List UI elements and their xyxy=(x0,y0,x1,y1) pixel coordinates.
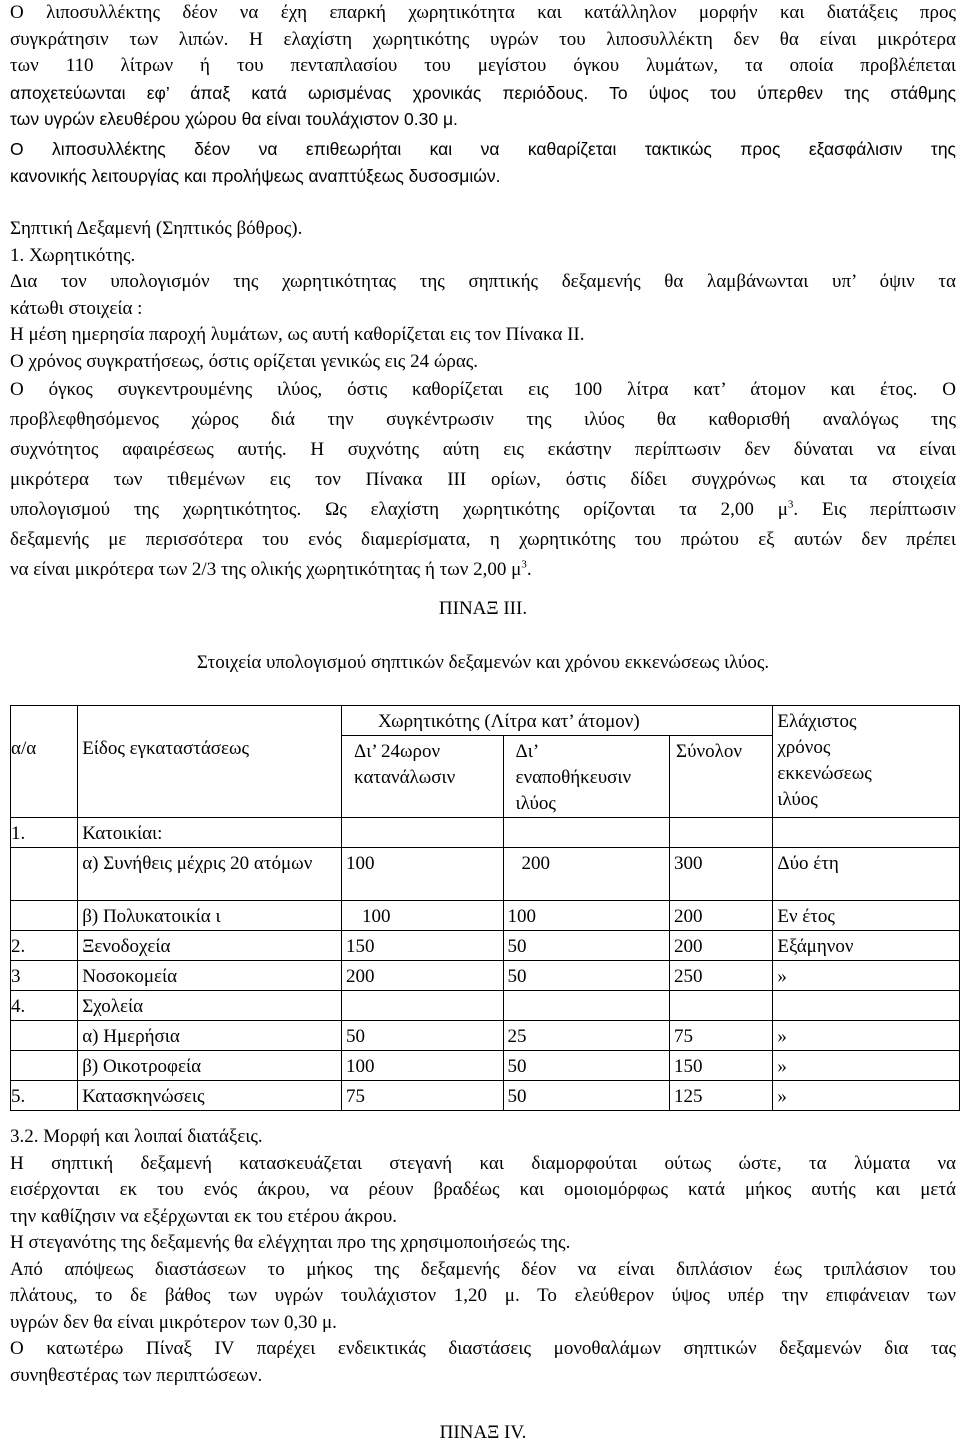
table-cell xyxy=(342,1021,504,1051)
table-cell xyxy=(670,931,773,961)
header-text: κατανάλωσιν xyxy=(354,767,456,788)
text-line: υγρών δεν θα είναι μικρότερον των 0,30 μ. xyxy=(10,1311,337,1333)
table-cell xyxy=(503,818,670,848)
table-cell xyxy=(670,1081,773,1111)
text-line: την καθίζησιν να εξέρχωνται εκ του ετέρου άκρου. xyxy=(10,1205,398,1227)
cell-text xyxy=(670,818,772,821)
cell-text: 150 xyxy=(674,1056,703,1077)
cell-text: 2. xyxy=(11,936,26,957)
table-cell xyxy=(773,931,960,961)
cell-text: β) Πολυκατοικία ι xyxy=(82,906,221,927)
table-row xyxy=(11,901,960,931)
table-row xyxy=(11,991,960,1021)
cell-text: β) Οικοτροφεία xyxy=(82,1056,202,1077)
table-cell xyxy=(78,901,342,931)
table-cell xyxy=(773,1081,960,1111)
text-line: των 110 λίτρων ή του πενταπλασίου του μεγίστου όγκου λυμάτων, τα οποία προβλέπεται xyxy=(10,55,956,76)
table-cell xyxy=(503,961,670,991)
table-row xyxy=(11,931,960,961)
table-cell xyxy=(342,1051,504,1081)
table-cell xyxy=(11,961,78,991)
table-cell xyxy=(342,901,504,931)
superscript: 3 xyxy=(787,498,794,511)
table-cell xyxy=(342,931,504,961)
table-row xyxy=(11,1021,960,1051)
table-cell xyxy=(78,1021,342,1051)
table-cell xyxy=(342,961,504,991)
cell-text xyxy=(670,991,772,994)
table-cell xyxy=(78,848,342,901)
header-cell xyxy=(342,736,504,818)
table-row xyxy=(11,1081,960,1111)
cell-text: Δύο έτη xyxy=(777,853,839,874)
cell-text xyxy=(342,818,503,821)
table-cell xyxy=(342,991,504,1021)
table-3-caption xyxy=(10,650,956,677)
header-text: Δι’ xyxy=(515,741,540,762)
cell-text xyxy=(773,991,959,994)
text-line xyxy=(10,555,956,585)
cell-text: 100 xyxy=(346,1056,375,1077)
text-span: . xyxy=(526,559,532,580)
cell-text: 100 xyxy=(507,906,537,927)
subsection-capacity: 1. Χωρητικότης. xyxy=(10,244,136,266)
table-row xyxy=(11,961,960,991)
cell-text: 50 xyxy=(507,966,527,987)
table-cell xyxy=(670,1021,773,1051)
text-line: Ο κατωτέρω Πίναξ IV παρέχει ενδεικτικάς διαστάσεις μονοθαλάμων σηπτικών δεξαμενών δια τας xyxy=(10,1338,956,1359)
header-text: ιλύος xyxy=(515,793,556,814)
table-cell xyxy=(670,991,773,1021)
cell-text: 50 xyxy=(507,936,527,957)
cell-text: 3 xyxy=(11,966,21,987)
header-text: εκκενώσεως xyxy=(777,763,872,784)
table-cell xyxy=(503,1021,670,1051)
header-cell xyxy=(11,706,78,818)
table-header-row xyxy=(11,706,960,736)
text-line: Ο όγκος συγκεντρουμένης ιλύος, όστις καθορίζεται εις 100 λίτρα κατ’ άτομον και έτος. Ο xyxy=(10,379,956,400)
header-text: Ελάχιστος xyxy=(777,711,857,732)
subsection-title: 3.2. Μορφή και λοιπαί διατάξεις. xyxy=(10,1126,263,1147)
text-line: πλάτους, το δε βάθος των υγρών τουλάχιστον 1,20 μ. Το ελεύθερον ύψος υπέρ την επιφάνειαν των xyxy=(10,1285,956,1306)
header-cell xyxy=(773,706,960,818)
cell-text: 1. xyxy=(11,823,26,844)
table-cell xyxy=(342,818,504,848)
cell-text xyxy=(11,901,77,904)
text-line: δεξαμενής με περισσότερα του ενός διαμερίσματα, η χωρητικότης του πρώτου εξ αυτών δεν πρέπει xyxy=(10,529,956,550)
cell-text: Ξενοδοχεία xyxy=(82,936,171,957)
table-cell xyxy=(670,1051,773,1081)
table-cell xyxy=(773,1021,960,1051)
table-cell xyxy=(342,848,504,901)
table-cell xyxy=(503,991,670,1021)
table-cell xyxy=(503,901,670,931)
table-cell xyxy=(670,961,773,991)
text-line: προβλεφθησόμενος χώρος διά την συγκέντρωσιν της ιλύος θα καθορισθή αναλόγως της xyxy=(10,409,956,430)
table-cell xyxy=(773,818,960,848)
header-text: χρόνος xyxy=(777,737,831,758)
cell-text: 25 xyxy=(507,1026,527,1047)
cell-text: Εξάμηνον xyxy=(777,936,854,957)
table-cell xyxy=(11,1051,78,1081)
table-cell xyxy=(503,1081,670,1111)
cell-text: » xyxy=(777,1056,787,1077)
table-title: ΠΙΝΑΞ ΙΙΙ. xyxy=(438,598,528,619)
table-cell xyxy=(503,931,670,961)
cell-text: 250 xyxy=(674,966,703,987)
cell-text xyxy=(11,1021,77,1024)
header-text: ιλύος xyxy=(777,789,818,810)
header-cell xyxy=(503,736,670,818)
header-cell xyxy=(670,736,773,818)
cell-text: 100 xyxy=(362,906,391,927)
table-cell xyxy=(11,1081,78,1111)
table-cell xyxy=(78,931,342,961)
table-title: ΠΙΝΑΞ IV. xyxy=(439,1422,527,1443)
cell-text: 50 xyxy=(507,1086,527,1107)
table-cell xyxy=(11,1021,78,1051)
cell-text: » xyxy=(777,1026,787,1047)
cell-text: α) Συνήθεις μέχρις 20 ατόμων xyxy=(82,853,313,874)
cell-text: » xyxy=(777,1086,787,1107)
header-cell xyxy=(78,706,342,818)
header-text: Χωρητικότης (Λίτρα κατ’ άτομον) xyxy=(378,711,640,732)
table-cell xyxy=(503,848,670,901)
text-line: αποχετεύωνται εφ’ άπαξ κατά ωρισμένας χρονικάς περιόδους. Το ύψος του ύπερθεν της στάθμης xyxy=(10,82,956,103)
table-cell xyxy=(773,961,960,991)
table-cell xyxy=(670,818,773,848)
table-cell xyxy=(78,1081,342,1111)
text-line: Δια τον υπολογισμόν της χωρητικότητας της σηπτικής δεξαμενής θα λαμβάνωνται υπ’ όψιν τα xyxy=(10,271,956,292)
cell-text: α) Ημερήσια xyxy=(82,1026,180,1047)
cell-text: 4. xyxy=(11,996,26,1017)
paragraph-grease-trap-capacity xyxy=(10,0,956,133)
cell-text xyxy=(11,1051,77,1054)
text-line: συγκράτησιν των λιπών. Η ελαχίστη χωρητικότης υγρών του λιποσυλλέκτη δεν θα είναι μικρότερα xyxy=(10,28,956,50)
text-span: υπολογισμού της χωρητικότητος. Ως ελαχίστη χωρητικότης ορίζονται τα 2,00 μ xyxy=(10,499,788,520)
header-text: Σύνολον xyxy=(676,741,742,762)
header-text: Είδος εγκαταστάσεως xyxy=(82,738,250,759)
table-cell xyxy=(78,818,342,848)
text-line: Η στεγανότης της δεξαμενής θα ελέγχηται προ της χρησιμοποιήσεώς της. xyxy=(10,1232,571,1253)
section-form-and-layout xyxy=(10,1124,956,1389)
table-cell xyxy=(773,1051,960,1081)
text-line xyxy=(10,495,956,525)
text-line: Ο λιποσυλλέκτης δέον να έχη επαρκή χωρητικότητα και κατάλληλον μορφήν και διατάξεις προς xyxy=(10,2,956,23)
cell-text xyxy=(11,848,77,851)
cell-text: 50 xyxy=(507,1056,527,1077)
cell-text: Νοσοκομεία xyxy=(82,966,178,987)
cell-text: 75 xyxy=(346,1086,366,1107)
table-caption: Στοιχεία υπολογισμού σηπτικών δεξαμενών και χρόνου εκκενώσεως ιλύος. xyxy=(196,652,770,673)
table-row xyxy=(11,1051,960,1081)
section-septic-tank xyxy=(10,216,956,585)
table-cell xyxy=(78,961,342,991)
text-span: . Εις περίπτωσιν xyxy=(793,499,956,520)
table-cell xyxy=(11,931,78,961)
cell-text: Σχολεία xyxy=(82,996,144,1017)
text-line: κανονικής λειτουργίας και προλήψεως αναπτύξεως δυσοσμιών. xyxy=(10,165,501,186)
cell-text: 200 xyxy=(674,906,703,927)
cell-text xyxy=(504,991,670,994)
cell-text: 100 xyxy=(346,853,375,874)
cell-text: 75 xyxy=(674,1026,694,1047)
cell-text: 50 xyxy=(346,1026,366,1047)
cell-text: 200 xyxy=(521,853,551,874)
text-line: συχνότητος αφαιρέσεως αυτής. Η συχνότης αύτη εις εκάστην περίπτωσιν δεν δύναται να είναι xyxy=(10,439,956,460)
table-cell xyxy=(670,848,773,901)
table-cell xyxy=(670,901,773,931)
cell-text xyxy=(342,991,503,994)
table-cell xyxy=(773,991,960,1021)
text-line: συνηθεστέρας των περιπτώσεων. xyxy=(10,1364,263,1386)
section-title: Σηπτική Δεξαμενή (Σηπτικός βόθρος). xyxy=(10,218,303,239)
table-row xyxy=(11,848,960,901)
cell-text xyxy=(504,818,670,821)
cell-text: 125 xyxy=(674,1086,703,1107)
cell-text: 200 xyxy=(346,966,375,987)
cell-text: 200 xyxy=(674,936,703,957)
cell-text: Κατασκηνώσεις xyxy=(82,1086,205,1107)
table-cell xyxy=(11,848,78,901)
text-line: Από απόψεως διαστάσεων το μήκος της δεξαμενής δέον να είναι διπλάσιον έως τριπλάσιον του xyxy=(10,1258,956,1280)
header-text: Δι’ 24ωρον xyxy=(354,741,441,762)
text-line: κάτωθι στοιχεία : xyxy=(10,297,143,319)
text-line: Ο λιποσυλλέκτης δέον να επιθεωρήται και να καθαρίζεται τακτικώς προς εξασφάλισιν της xyxy=(10,139,956,159)
table-cell xyxy=(78,1051,342,1081)
header-text: εναποθήκευσιν xyxy=(515,767,632,788)
table-row xyxy=(11,818,960,848)
cell-text: 150 xyxy=(346,936,375,957)
table-cell xyxy=(773,901,960,931)
table-3-title xyxy=(10,596,956,623)
header-text: α/α xyxy=(11,738,37,759)
cell-text: 300 xyxy=(674,853,703,874)
table-3 xyxy=(10,705,960,1111)
table-cell xyxy=(773,848,960,901)
header-cell xyxy=(342,706,773,736)
cell-text xyxy=(773,818,959,821)
text-line: Η μέση ημερησία παροχή λυμάτων, ως αυτή καθορίζεται εις τον Πίνακα ΙΙ. xyxy=(10,324,585,345)
text-line: Η σηπτική δεξαμενή κατασκευάζεται στεγανή και διαμορφούται ούτως ώστε, τα λύματα να xyxy=(10,1152,956,1174)
table-cell xyxy=(11,818,78,848)
cell-text: » xyxy=(777,966,787,987)
text-line: εισέρχονται εκ του ενός άκρου, να ρέουν βραδέως και ομοιομόρφως κατά μήκος αυτής και μετά xyxy=(10,1179,956,1200)
table-cell xyxy=(11,991,78,1021)
cell-text: 5. xyxy=(11,1086,26,1107)
superscript: 3 xyxy=(521,558,527,571)
table-cell xyxy=(503,1051,670,1081)
table-4-title xyxy=(10,1420,956,1447)
text-line: Ο χρόνος συγκρατήσεως, όστις ορίζεται γενικώς εις 24 ώρας. xyxy=(10,350,479,372)
table-cell xyxy=(11,901,78,931)
cell-text: Εν έτος xyxy=(777,906,835,927)
table-cell xyxy=(78,991,342,1021)
paragraph-grease-trap-inspection xyxy=(10,136,956,189)
text-line: μικρότερα των τιθεμένων εις τον Πίνακα ΙΙΙ ορίων, όστις δίδει συγχρόνως και τα στοιχεία xyxy=(10,469,956,490)
cell-text: Κατοικίαι: xyxy=(82,823,163,844)
text-span: να είναι μικρότερα των 2/3 της ολικής χωρητικότητας ή των 2,00 μ xyxy=(10,559,522,580)
text-line: των υγρών ελευθέρου χώρου θα είναι τουλάχιστον 0.30 μ. xyxy=(10,109,458,129)
table-cell xyxy=(342,1081,504,1111)
